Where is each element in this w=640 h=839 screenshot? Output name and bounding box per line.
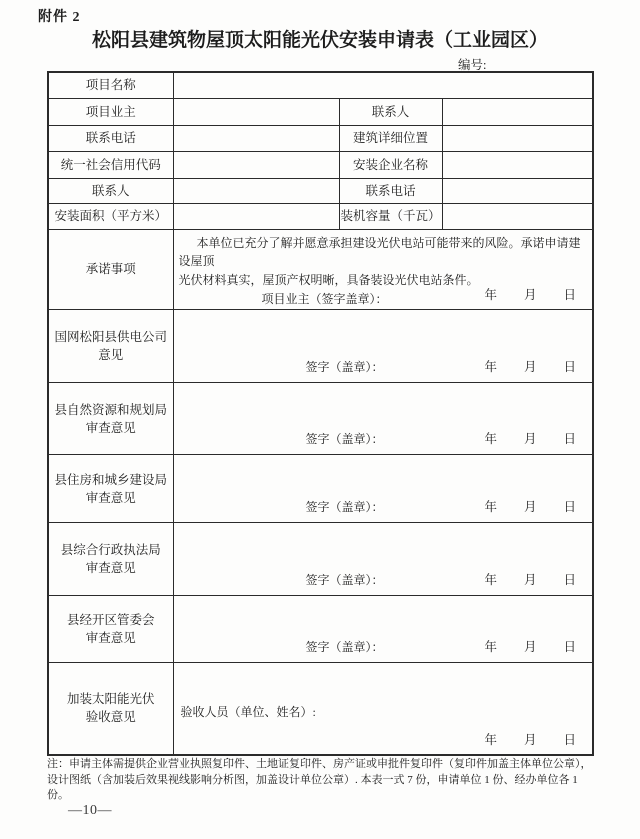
table-row [48, 72, 593, 98]
opinion-label-line1: 县经开区管委会 [66, 613, 155, 627]
contact-person-label: 联系人 [339, 98, 442, 125]
installer-name-value-cell [442, 151, 593, 178]
month-label: 月 [523, 432, 537, 446]
date-placeholder [484, 497, 576, 515]
table-row [48, 125, 593, 151]
month-label: 月 [523, 500, 537, 514]
year-label: 年 [484, 640, 497, 654]
table-row [48, 203, 593, 229]
month-label: 月 [523, 732, 537, 747]
table-row [48, 151, 593, 178]
commitment-label: 承诺事项 [48, 229, 173, 310]
signature-row [174, 429, 593, 447]
opinion-label-line2: 审查意见 [85, 490, 136, 505]
installer-contact-value-cell [173, 178, 339, 203]
capacity-value-cell [442, 203, 593, 229]
commitment-content-cell [173, 229, 593, 310]
project-name-label: 项目名称 [48, 72, 173, 98]
year-label: 年 [484, 288, 497, 302]
opinion-label-line2: 审查意见 [85, 420, 136, 435]
year-label: 年 [484, 360, 497, 374]
opinion-label-line2: 审查意见 [85, 631, 136, 645]
date-placeholder [484, 730, 576, 748]
natural-resources-opinion-cell [173, 383, 593, 455]
day-label: 日 [563, 500, 576, 514]
signature-row [174, 497, 593, 515]
year-label: 年 [484, 500, 497, 514]
day-label: 日 [563, 732, 576, 747]
project-owner-label: 项目业主 [48, 98, 173, 125]
month-label: 月 [523, 360, 537, 374]
contact-person-value-cell [442, 98, 593, 125]
day-label: 日 [563, 573, 576, 587]
contact-phone-value-cell [173, 125, 339, 151]
footnote-line: 注：申请主体需提供企业营业执照复印件、土地证复印件、房产证或申批件复印件（复印件加盖主体单位公章）， [47, 758, 592, 770]
table-row-opinion [48, 596, 593, 663]
signature-row [174, 637, 593, 655]
sign-seal-label: 签字（盖章）： [305, 432, 384, 446]
housing-bureau-opinion-cell [173, 455, 593, 523]
table-row-opinion [48, 523, 593, 596]
contact-phone-label: 联系电话 [48, 125, 173, 151]
credit-code-value-cell [173, 151, 339, 178]
acceptance-label-line1: 加装太阳能光伏 [66, 692, 155, 707]
opinion-label-line1: 县住房和城乡建设局 [54, 472, 167, 487]
project-name-value-cell [173, 72, 593, 98]
attachment-label: 附件 2 [38, 10, 81, 25]
footnote-line: 设计图纸（含加装后效果视线影响分析图，加盖设计单位公章）. 本表一式 7 份，申请单位 1 份、经办单位各 1 [47, 773, 578, 786]
application-form-table [47, 71, 594, 756]
table-row-opinion [48, 455, 593, 523]
table-row-opinion [48, 310, 593, 383]
month-label: 月 [523, 573, 537, 587]
month-label: 月 [523, 288, 537, 302]
date-placeholder [484, 357, 576, 375]
month-label: 月 [523, 640, 537, 654]
day-label: 日 [563, 288, 576, 302]
project-owner-value-cell [173, 98, 339, 125]
table-row [48, 98, 593, 125]
table-row [48, 178, 593, 203]
grid-company-opinion-cell [173, 310, 593, 383]
footnote [47, 757, 597, 804]
date-placeholder [484, 570, 576, 588]
sign-seal-label: 签字（盖章）： [305, 500, 384, 514]
opinion-label-line1: 县自然资源和规划局 [54, 402, 167, 417]
date-placeholder [484, 285, 576, 303]
edz-committee-opinion-cell [173, 596, 593, 663]
table-row-commitment [48, 229, 593, 310]
page-number: —10— [68, 803, 112, 818]
year-label: 年 [484, 432, 497, 446]
law-enforcement-opinion-cell [173, 523, 593, 596]
pv-acceptance-cell [173, 663, 593, 755]
commitment-body-line1: 本单位已充分了解并愿意承担建设光伏电站可能带来的风险。承诺申请建设屋顶 [178, 235, 581, 268]
opinion-label-line2: 意见 [98, 348, 124, 362]
sign-seal-label: 签字（盖章）： [305, 360, 384, 374]
installer-contact-label: 联系人 [48, 178, 173, 203]
installer-phone-label: 联系电话 [339, 178, 442, 203]
year-label: 年 [484, 573, 497, 587]
day-label: 日 [563, 360, 576, 374]
commitment-signer-label: 项目业主（签字盖章）： [261, 292, 388, 306]
year-label: 年 [484, 732, 497, 747]
table-row-acceptance [48, 663, 593, 755]
signature-row [174, 570, 593, 588]
edz-committee-opinion-label [48, 596, 173, 663]
acceptance-label-line2: 验收意见 [85, 710, 136, 725]
day-label: 日 [563, 640, 576, 654]
building-location-value-cell [442, 125, 593, 151]
install-area-label: 安装面积（平方米） [48, 203, 173, 229]
date-placeholder [484, 429, 576, 447]
opinion-label-line1: 县综合行政执法局 [60, 543, 161, 557]
grid-company-opinion-label [48, 310, 173, 383]
opinion-label-line2: 审查意见 [85, 561, 136, 575]
capacity-label: 装机容量（千瓦） [339, 203, 442, 229]
housing-bureau-opinion-label [48, 455, 173, 523]
law-enforcement-opinion-label [48, 523, 173, 596]
footnote-line: 份。 [47, 789, 69, 801]
credit-code-label: 统一社会信用代码 [48, 151, 173, 178]
page-title: 松阳县建筑物屋顶太阳能光伏安装申请表（工业园区） [91, 30, 548, 51]
natural-resources-opinion-label [48, 383, 173, 455]
table-row-opinion [48, 383, 593, 455]
install-area-value-cell [173, 203, 339, 229]
day-label: 日 [563, 432, 576, 446]
inspector-label: 验收人员（单位、姓名）: [180, 704, 316, 719]
installer-phone-value-cell [442, 178, 593, 203]
serial-number-label: 编号: [458, 58, 487, 72]
opinion-label-line1: 国网松阳县供电公司 [54, 330, 167, 344]
pv-acceptance-label [48, 663, 173, 755]
sign-seal-label: 签字（盖章）： [305, 640, 384, 654]
installer-name-label: 安装企业名称 [339, 151, 442, 178]
building-location-label: 建筑详细位置 [339, 125, 442, 151]
commitment-body-line2: 光伏材料真实，屋顶产权明晰，具备装设光伏电站条件。 [178, 272, 479, 287]
sign-seal-label: 签字（盖章）： [305, 573, 384, 587]
date-placeholder [484, 637, 576, 655]
signature-row [174, 357, 593, 375]
